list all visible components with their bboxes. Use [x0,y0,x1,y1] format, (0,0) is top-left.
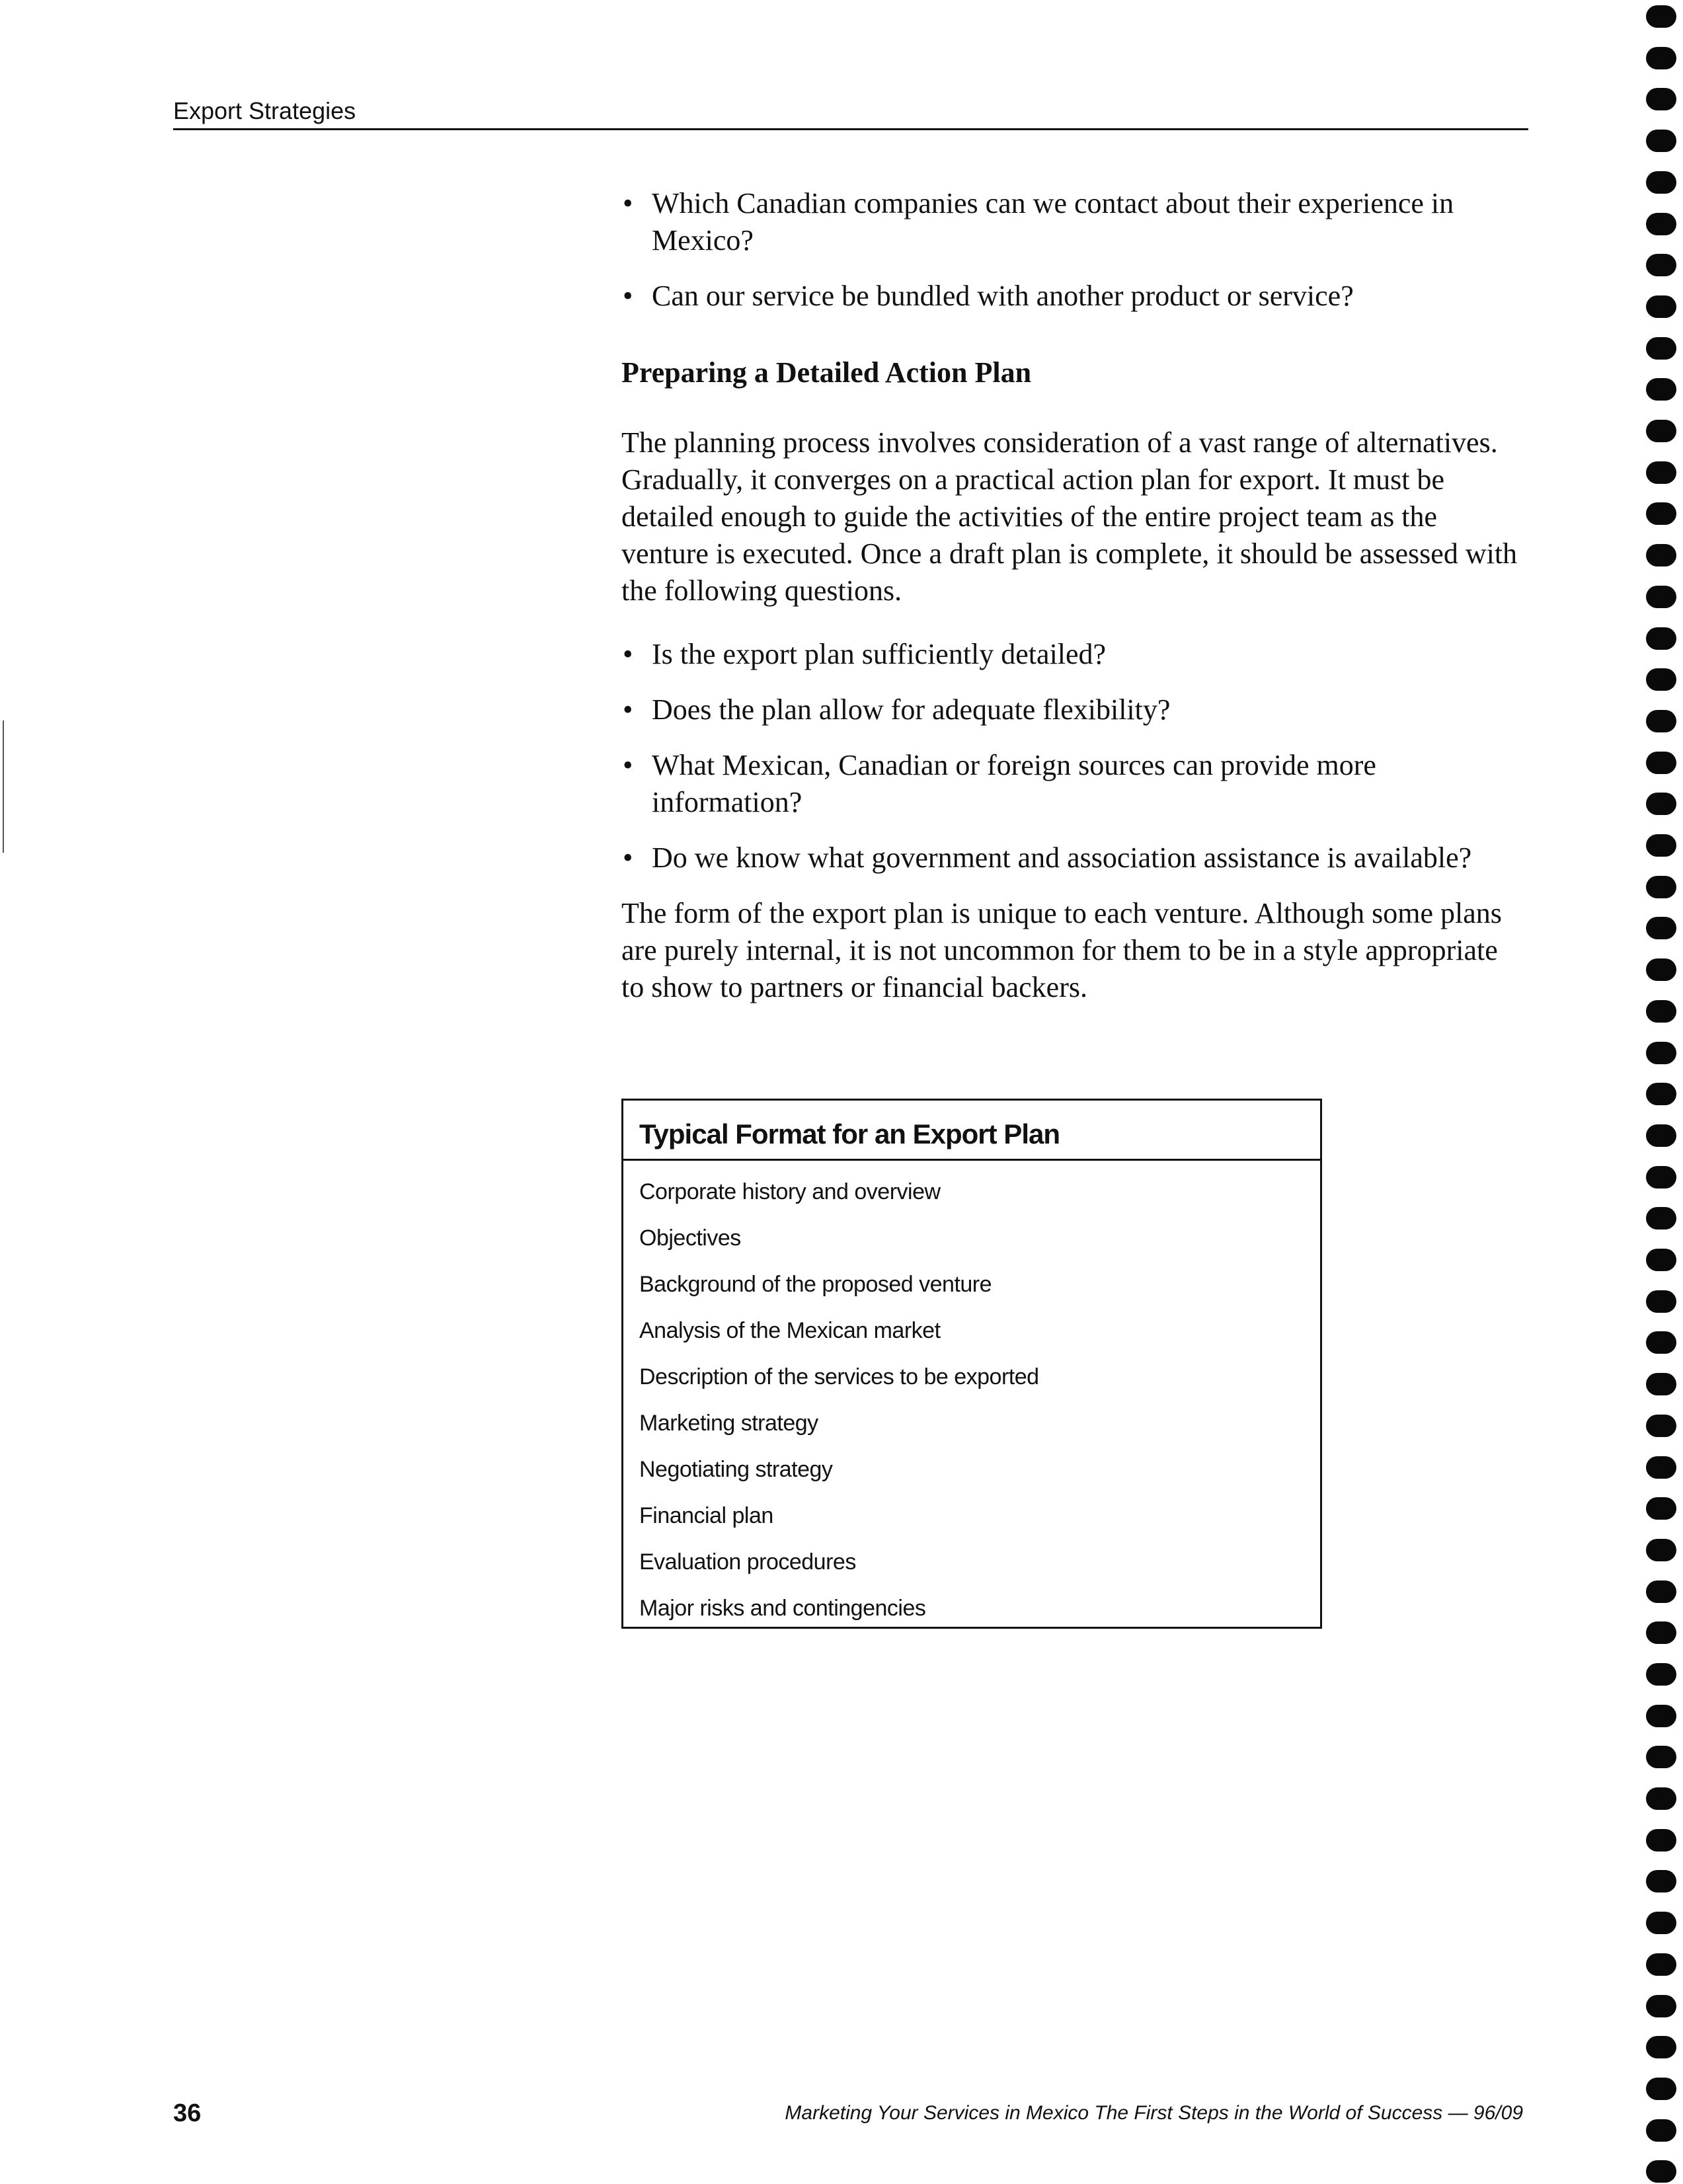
binding-hole-icon [1646,1580,1676,1603]
binding-hole-icon [1646,1042,1676,1064]
binding-hole-icon [1646,1249,1676,1271]
binding-hole-icon [1646,502,1676,525]
binding-hole-icon [1646,1456,1676,1479]
binding-hole-icon [1646,2119,1676,2142]
binding-hole-icon [1646,1207,1676,1229]
binding-hole-icon [1646,461,1676,484]
question-bullet-list [621,636,1520,877]
binding-hole-icon [1646,1166,1676,1189]
binding-hole-icon [1646,1829,1676,1852]
binding-hole-icon [1646,710,1676,732]
binding-hole-icon [1646,793,1676,815]
paragraph: The form of the export plan is unique to each venture. Although some plans are purely internal, it is not uncommon for them to be in a style appropriate to show to partners or financial backers. [621,897,1502,1003]
binding-hole-icon [1646,1290,1676,1313]
binding-hole-icon [1646,2078,1676,2100]
box-item-list [623,1161,1320,1631]
list-item: Background of the proposed venture [639,1272,992,1297]
binding-hole-icon [1646,1373,1676,1395]
binding-hole-icon [1646,2160,1676,2183]
bullet-icon: • [623,638,633,670]
list-item: • Does the plan allow for adequate flexibility? [621,691,1520,728]
list-item: Financial plan [639,1503,773,1528]
running-head: Export Strategies [173,98,1528,130]
section-heading: Preparing a Detailed Action Plan [621,356,1032,389]
list-item: Major risks and contingencies [639,1596,926,1621]
binding-hole-icon [1646,5,1676,28]
binding-hole-icon [1646,1497,1676,1520]
binding-hole-icon [1646,88,1676,110]
bullet-icon: • [623,749,633,781]
binding-hole-icon [1646,1124,1676,1147]
binding-hole-icon [1646,254,1676,276]
binding-hole-icon [1646,1083,1676,1105]
binding-hole-icon [1646,586,1676,608]
bullet-icon: • [623,280,633,312]
list-item: Analysis of the Mexican market [639,1318,941,1343]
binding-hole-icon [1646,1746,1676,1768]
list-item: Corporate history and overview [639,1179,941,1204]
list-item: • What Mexican, Canadian or foreign sources can provide more information? [621,747,1520,821]
binding-hole-icon [1646,1000,1676,1023]
list-item: Evaluation procedures [639,1549,856,1575]
bullet-icon: • [623,187,633,219]
binding-hole-icon [1646,668,1676,691]
list-item: • Can our service be bundled with another product or service? [621,278,1520,315]
export-plan-format-box [621,1099,1322,1629]
binding-hole-icon [1646,47,1676,69]
main-content [621,185,1520,1023]
binding-hole-icon [1646,1415,1676,1437]
binding-hole-icon [1646,1663,1676,1686]
binding-hole-icon [1646,2036,1676,2058]
bullet-icon: • [623,693,633,726]
binding-hole-icon [1646,1539,1676,1561]
binding-hole-icon [1646,1995,1676,2017]
list-item: • Do we know what government and association assistance is available? [621,839,1520,877]
binding-hole-icon [1646,378,1676,401]
binding-hole-icon [1646,337,1676,360]
list-item: • Which Canadian companies can we contact about their experience in Mexico? [621,185,1520,259]
box-title: Typical Format for an Export Plan [623,1101,1320,1161]
binding-hole-icon [1646,876,1676,898]
binding-hole-icon [1646,834,1676,857]
binding-hole-icon [1646,420,1676,442]
list-item: Marketing strategy [639,1411,818,1436]
list-item: • Is the export plan sufficiently detailed? [621,636,1520,673]
binding-hole-icon [1646,752,1676,774]
list-item: Negotiating strategy [639,1457,833,1482]
binding-hole-icon [1646,171,1676,194]
list-item: Description of the services to be exported [639,1364,1039,1389]
binding-hole-icon [1646,627,1676,650]
paragraph: The planning process involves consideration of a vast range of alternatives. Gradually, it converges on a practical action plan for export. It must be detailed enough to guide the activities of the entire project team as the venture is executed. Once a draft plan is complete, it should be assessed with the following questions. [621,426,1518,607]
binding-hole-icon [1646,958,1676,981]
binding-hole-icon [1646,1705,1676,1727]
page-number: 36 [173,2099,202,2127]
binding-hole-icon [1646,1621,1676,1644]
intro-bullet-list [621,185,1520,315]
list-item: Objectives [639,1226,741,1251]
binding-hole-icon [1646,295,1676,318]
binding-hole-icon [1646,1331,1676,1354]
footer-publication: Marketing Your Services in Mexico The First Steps in the World of Success — 96/09 [785,2102,1523,2124]
binding-hole-icon [1646,917,1676,939]
bullet-icon: • [623,841,633,874]
spiral-binding [1646,0,1679,2184]
binding-hole-icon [1646,1870,1676,1892]
binding-hole-icon [1646,1787,1676,1810]
binding-hole-icon [1646,544,1676,566]
scan-edge-mark [3,721,4,853]
binding-hole-icon [1646,130,1676,152]
binding-hole-icon [1646,1953,1676,1976]
binding-hole-icon [1646,213,1676,235]
binding-hole-icon [1646,1912,1676,1934]
